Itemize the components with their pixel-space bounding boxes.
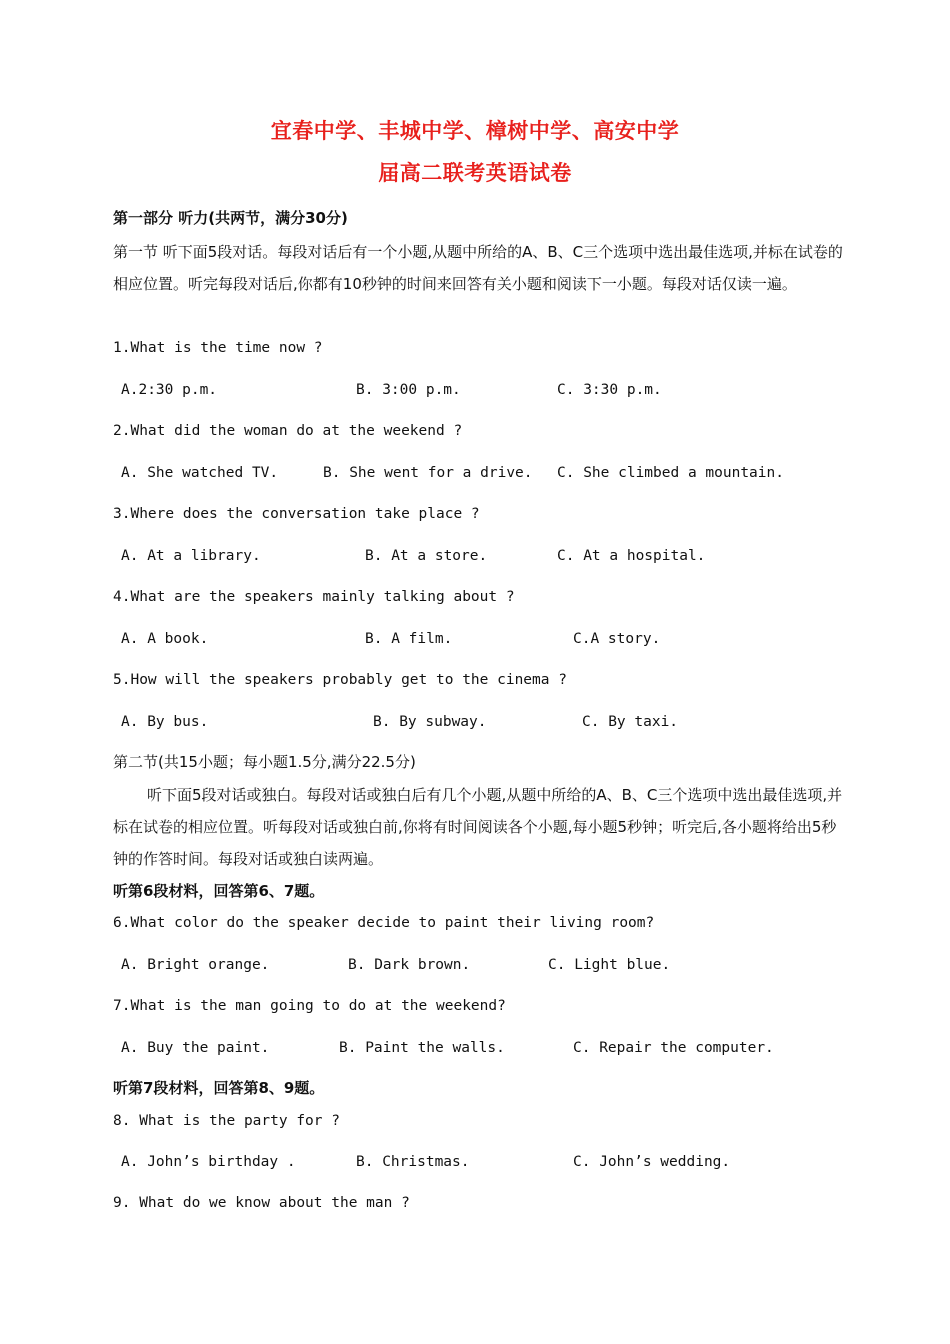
part1-heading: 第一部分 听力(共两节，满分30分) (113, 209, 348, 227)
question-1-option-c: C. 3:30 p.m. (557, 382, 662, 398)
question-4-option-a: A. A book. (121, 631, 209, 647)
question-6-option-c: C. Light blue. (548, 957, 671, 973)
exam-title-line-1: 宜春中学、丰城中学、樟树中学、高安中学 (270, 119, 680, 143)
question-8-option-b: B. Christmas. (356, 1154, 470, 1170)
question-2-option-b: B. She went for a drive. (323, 465, 533, 481)
question-2: 2.What did the woman do at the weekend ? (113, 423, 463, 439)
question-5-option-b: B. By subway. (373, 714, 487, 730)
section1-instructions: 第一节 听下面5段对话。每段对话后有一个小题,从题中所给的A、B、C三个选项中选出最佳选项,并标在试卷的相应位置。听完每段对话后,你都有10秒钟的时间来回答有关小题和阅读下一小题。每段对话仅读一遍。 (113, 243, 843, 293)
question-4-option-b: B. A film. (365, 631, 453, 647)
material-6-heading: 听第6段材料，回答第6、7题。 (113, 882, 325, 900)
section2-instructions: 听下面5段对话或独白。每段对话或独白后有几个小题,从题中所给的A、B、C三个选项中选出最佳选项,并标在试卷的相应位置。听每段对话或独白前,你将有时间阅读各个小题,每小题5秒钟；听完后,各小题将给出5秒钟的作答时间。每段对话或独白读两遍。 (113, 786, 843, 868)
question-7-option-a: A. Buy the paint. (121, 1040, 270, 1056)
exam-title-line-2: 届高二联考英语试卷 (378, 161, 572, 185)
question-6-option-b: B. Dark brown. (348, 957, 471, 973)
question-8-option-a: A. John’s birthday . (121, 1154, 296, 1170)
question-6-option-a: A. Bright orange. (121, 957, 270, 973)
question-2-option-a: A. She watched TV. (121, 465, 279, 481)
question-4-option-c: C.A story. (573, 631, 661, 647)
question-3-option-b: B. At a store. (365, 548, 488, 564)
section2-heading: 第二节(共15小题；每小题1.5分,满分22.5分) (113, 753, 416, 771)
question-7-option-c: C. Repair the computer. (573, 1040, 774, 1056)
question-5-option-a: A. By bus. (121, 714, 209, 730)
question-5: 5.How will the speakers probably get to the cinema ? (113, 672, 567, 688)
question-7-option-b: B. Paint the walls. (339, 1040, 505, 1056)
question-3: 3.Where does the conversation take place ? (113, 506, 480, 522)
material-7-heading: 听第7段材料，回答第8、9题。 (113, 1079, 325, 1097)
question-7: 7.What is the man going to do at the weekend? (113, 998, 506, 1014)
question-8: 8. What is the party for ? (113, 1113, 340, 1129)
question-6: 6.What color do the speaker decide to paint their living room? (113, 915, 655, 931)
question-9: 9. What do we know about the man ? (113, 1195, 410, 1211)
question-1-option-b: B. 3:00 p.m. (356, 382, 461, 398)
question-3-option-c: C. At a hospital. (557, 548, 706, 564)
question-4: 4.What are the speakers mainly talking about ? (113, 589, 515, 605)
question-1-option-a: A.2:30 p.m. (121, 382, 218, 398)
question-8-option-c: C. John’s wedding. (573, 1154, 731, 1170)
question-3-option-a: A. At a library. (121, 548, 261, 564)
question-2-option-c: C. She climbed a mountain. (557, 465, 784, 481)
question-5-option-c: C. By taxi. (582, 714, 679, 730)
question-1: 1.What is the time now ? (113, 340, 323, 356)
